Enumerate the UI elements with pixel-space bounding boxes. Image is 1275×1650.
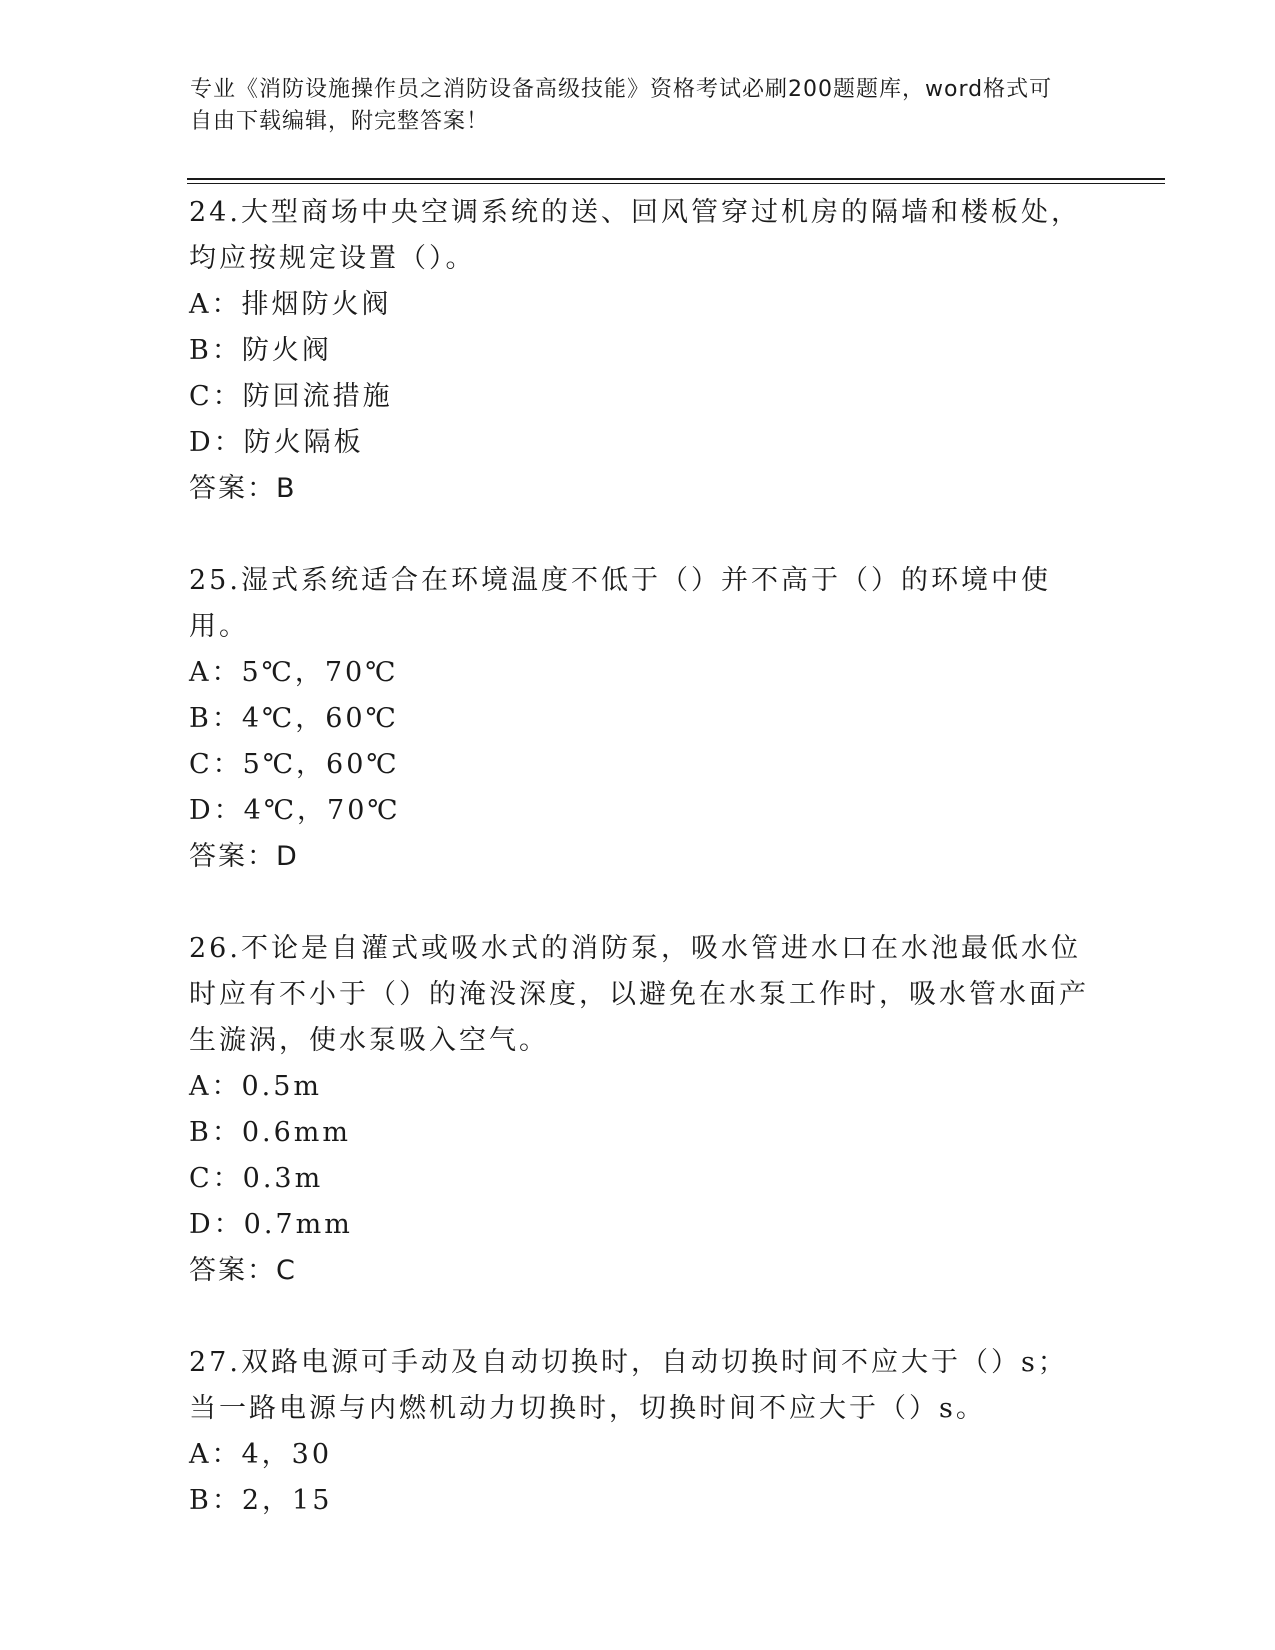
question-25 [189,558,1089,880]
question-spacer [189,512,1089,558]
option-c: C：防回流措施 [189,381,393,412]
option-b: B：防火阀 [189,335,332,366]
option-c: C：5℃，60℃ [189,749,400,780]
option-d: D：防火隔板 [189,427,364,458]
option-d: D：0.7mm [189,1209,353,1240]
option-a: A：0.5m [189,1071,323,1102]
option-b: B：0.6mm [189,1117,351,1148]
document-header: 专业《消防设施操作员之消防设备高级技能》资格考试必刷200题题库，word格式可自由下载编辑，附完整答案！ [190,77,1053,134]
option-c: C：0.3m [189,1163,324,1194]
header-divider-thick [187,178,1165,180]
option-d: D：4℃，70℃ [189,795,401,826]
question-26 [189,926,1089,1294]
question-list [189,190,1089,1524]
question-24 [189,190,1089,512]
question-spacer [189,880,1089,926]
answer-label: 答案：D [189,841,299,872]
header-divider-thin [187,183,1165,184]
option-a: A：4，30 [189,1439,333,1470]
question-stem: 25.湿式系统适合在环境温度不低于（）并不高于（）的环境中使用。 [189,565,1051,642]
question-stem: 26.不论是自灌式或吸水式的消防泵，吸水管进水口在水池最低水位时应有不小于（）的淹没深度，以避免在水泵工作时，吸水管水面产生漩涡，使水泵吸入空气。 [189,933,1089,1056]
question-spacer [189,1294,1089,1340]
option-b: B：4℃，60℃ [189,703,399,734]
question-27 [189,1340,1089,1524]
option-b: B：2，15 [189,1485,333,1516]
question-stem: 27.双路电源可手动及自动切换时，自动切换时间不应大于（）s；当一路电源与内燃机动力切换时，切换时间不应大于（）s。 [189,1347,1068,1424]
option-a: A：排烟防火阀 [189,289,392,320]
option-a: A：5℃，70℃ [189,657,399,688]
answer-label: 答案：C [189,1255,297,1286]
question-stem: 24.大型商场中央空调系统的送、回风管穿过机房的隔墙和楼板处，均应按规定设置（）。 [189,197,1081,274]
answer-label: 答案：B [189,473,297,504]
